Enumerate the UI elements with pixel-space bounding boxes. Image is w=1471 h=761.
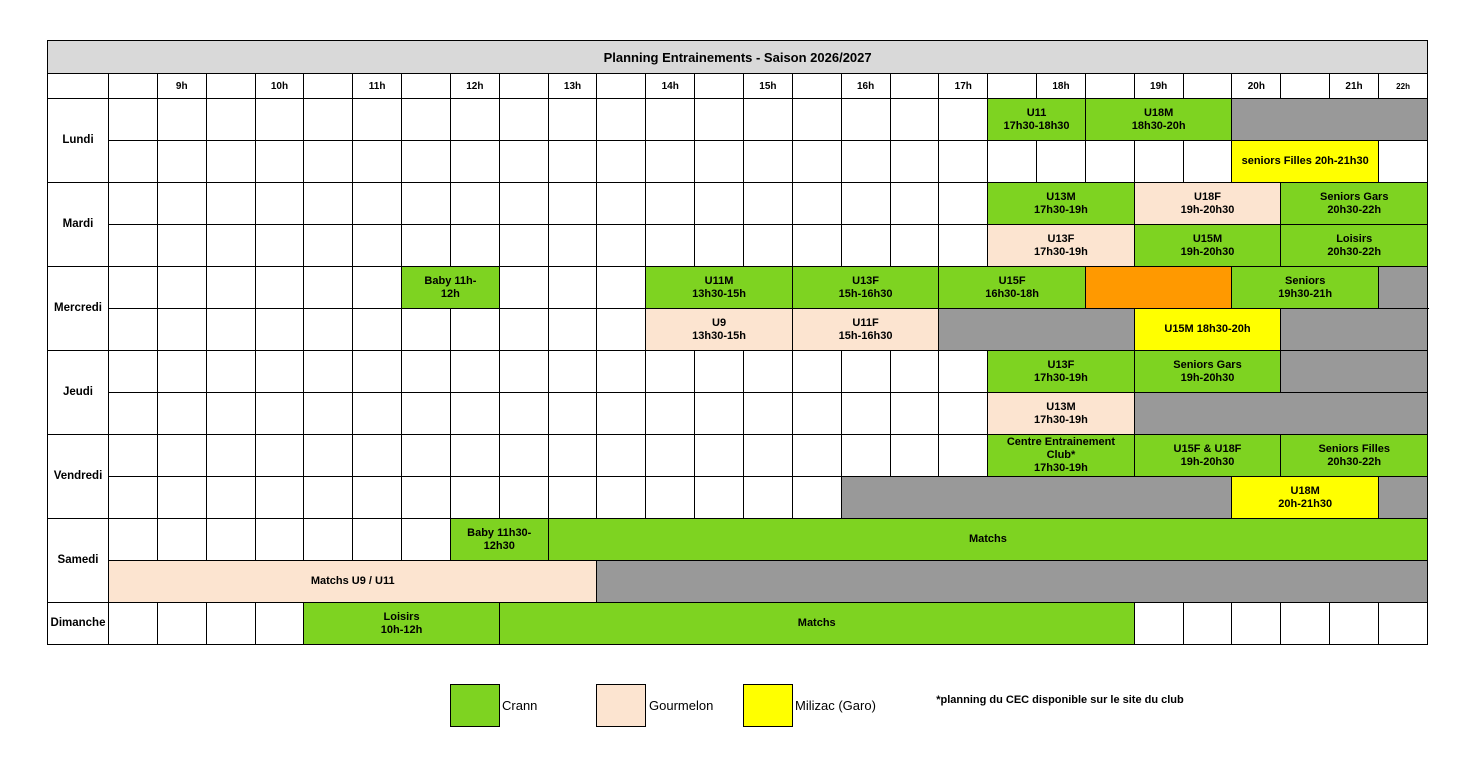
legend-label-gourmelon: Gourmelon	[649, 698, 714, 713]
empty-slot	[206, 351, 255, 393]
empty-slot	[792, 435, 841, 477]
empty-slot	[792, 183, 841, 225]
empty-slot	[743, 225, 792, 267]
unavailable-slot	[1281, 309, 1428, 351]
empty-slot	[695, 141, 744, 183]
empty-slot	[402, 309, 451, 351]
training-session: U18M 20h-21h30	[1232, 477, 1379, 519]
empty-slot	[353, 435, 402, 477]
empty-slot	[499, 351, 548, 393]
empty-slot	[841, 99, 890, 141]
hour-header	[109, 74, 158, 99]
training-session: U11M 13h30-15h	[646, 267, 793, 309]
day-row	[48, 141, 1428, 183]
legend-swatch-crann	[450, 684, 500, 727]
empty-slot	[109, 603, 158, 645]
empty-slot	[353, 267, 402, 309]
training-session: Seniors Gars 19h-20h30	[1134, 351, 1281, 393]
empty-slot	[109, 519, 158, 561]
empty-slot	[792, 351, 841, 393]
empty-slot	[402, 99, 451, 141]
empty-slot	[109, 309, 158, 351]
hour-header: 21h	[1330, 74, 1379, 99]
empty-slot	[499, 393, 548, 435]
page-title: Planning Entrainements - Saison 2026/2027	[48, 41, 1428, 74]
empty-slot	[646, 141, 695, 183]
empty-slot	[255, 267, 304, 309]
hour-header	[499, 74, 548, 99]
empty-slot	[304, 435, 353, 477]
empty-slot	[255, 435, 304, 477]
empty-slot	[939, 141, 988, 183]
hours-header-row	[48, 74, 1428, 99]
empty-slot	[597, 141, 646, 183]
empty-slot	[695, 351, 744, 393]
empty-slot	[402, 225, 451, 267]
empty-slot	[304, 519, 353, 561]
empty-slot	[304, 183, 353, 225]
empty-slot	[548, 225, 597, 267]
empty-slot	[206, 435, 255, 477]
unavailable-slot	[841, 477, 1232, 519]
training-session: U9 13h30-15h	[646, 309, 793, 351]
legend-swatch-milizac	[743, 684, 793, 727]
empty-slot	[402, 393, 451, 435]
empty-slot	[450, 225, 499, 267]
hour-header: 20h	[1232, 74, 1281, 99]
training-session: U18M 18h30-20h	[1085, 99, 1232, 141]
empty-slot	[1085, 141, 1134, 183]
empty-slot	[1232, 603, 1281, 645]
empty-slot	[792, 141, 841, 183]
empty-slot	[646, 393, 695, 435]
day-row	[48, 561, 1428, 603]
empty-slot	[255, 183, 304, 225]
hour-header	[1281, 74, 1330, 99]
empty-slot	[841, 183, 890, 225]
day-row	[48, 351, 1428, 393]
empty-slot	[890, 435, 939, 477]
empty-slot	[548, 267, 597, 309]
training-session: U15M 18h30-20h	[1134, 309, 1281, 351]
empty-slot	[743, 477, 792, 519]
empty-slot	[402, 519, 451, 561]
empty-slot	[841, 393, 890, 435]
empty-slot	[304, 141, 353, 183]
empty-slot	[939, 435, 988, 477]
hour-header: 15h	[743, 74, 792, 99]
empty-slot	[939, 225, 988, 267]
hour-header: 19h	[1134, 74, 1183, 99]
empty-slot	[255, 519, 304, 561]
empty-slot	[206, 183, 255, 225]
day-row	[48, 603, 1428, 645]
empty-slot	[939, 393, 988, 435]
training-session: U13F 15h-16h30	[792, 267, 939, 309]
unavailable-slot	[1281, 351, 1428, 393]
empty-slot	[743, 435, 792, 477]
empty-slot	[109, 141, 158, 183]
empty-slot	[597, 99, 646, 141]
unavailable-slot	[597, 561, 1428, 603]
hour-header: 13h	[548, 74, 597, 99]
empty-slot	[695, 225, 744, 267]
day-label: Vendredi	[48, 435, 109, 519]
empty-slot	[450, 99, 499, 141]
empty-slot	[1330, 603, 1379, 645]
training-session: Baby 11h30- 12h30	[450, 519, 548, 561]
empty-slot	[353, 183, 402, 225]
day-label: Dimanche	[48, 603, 109, 645]
empty-slot	[109, 477, 158, 519]
empty-slot	[499, 267, 548, 309]
empty-slot	[548, 141, 597, 183]
hour-header	[304, 74, 353, 99]
day-row	[48, 393, 1428, 435]
training-session: U11 17h30-18h30	[988, 99, 1086, 141]
empty-slot	[548, 99, 597, 141]
empty-slot	[206, 225, 255, 267]
empty-slot	[597, 225, 646, 267]
hour-header	[1183, 74, 1232, 99]
hour-header: 22h	[1378, 74, 1427, 99]
title-row	[48, 41, 1428, 74]
empty-slot	[890, 141, 939, 183]
empty-slot	[890, 393, 939, 435]
training-session: U15F 16h30-18h	[939, 267, 1086, 309]
empty-slot	[1378, 141, 1427, 183]
hour-header	[792, 74, 841, 99]
day-label: Lundi	[48, 99, 109, 183]
empty-slot	[646, 435, 695, 477]
empty-slot	[597, 183, 646, 225]
unavailable-slot	[1378, 477, 1427, 519]
training-session: U13M 17h30-19h	[988, 393, 1135, 435]
day-row	[48, 519, 1428, 561]
empty-slot	[304, 225, 353, 267]
empty-slot	[499, 141, 548, 183]
empty-slot	[499, 183, 548, 225]
training-session: Loisirs 10h-12h	[304, 603, 499, 645]
hour-header: 12h	[450, 74, 499, 99]
unavailable-slot	[939, 309, 1134, 351]
empty-slot	[157, 141, 206, 183]
training-session: Seniors Filles 20h30-22h	[1281, 435, 1428, 477]
empty-slot	[548, 393, 597, 435]
legend-swatch-gourmelon	[596, 684, 646, 727]
empty-slot	[353, 309, 402, 351]
empty-slot	[1183, 603, 1232, 645]
empty-slot	[792, 225, 841, 267]
hour-header: 10h	[255, 74, 304, 99]
empty-slot	[499, 99, 548, 141]
empty-slot	[402, 351, 451, 393]
empty-slot	[206, 141, 255, 183]
empty-slot	[157, 267, 206, 309]
reserved-slot	[1085, 267, 1232, 309]
empty-slot	[695, 183, 744, 225]
day-label: Jeudi	[48, 351, 109, 435]
empty-slot	[597, 393, 646, 435]
empty-slot	[255, 603, 304, 645]
training-session: Baby 11h- 12h	[402, 267, 500, 309]
empty-slot	[353, 141, 402, 183]
hour-header	[988, 74, 1037, 99]
empty-slot	[255, 351, 304, 393]
empty-slot	[939, 99, 988, 141]
empty-slot	[353, 519, 402, 561]
empty-slot	[499, 477, 548, 519]
empty-slot	[157, 99, 206, 141]
empty-slot	[646, 183, 695, 225]
empty-slot	[841, 435, 890, 477]
day-row	[48, 309, 1428, 351]
hour-header	[402, 74, 451, 99]
empty-slot	[353, 351, 402, 393]
empty-slot	[402, 477, 451, 519]
empty-slot	[743, 141, 792, 183]
empty-slot	[157, 351, 206, 393]
empty-slot	[353, 477, 402, 519]
hour-header	[890, 74, 939, 99]
empty-slot	[499, 309, 548, 351]
empty-slot	[353, 99, 402, 141]
day-row	[48, 99, 1428, 141]
empty-slot	[304, 267, 353, 309]
empty-slot	[988, 141, 1037, 183]
training-session: Seniors Gars 20h30-22h	[1281, 183, 1428, 225]
empty-slot	[548, 477, 597, 519]
empty-slot	[157, 183, 206, 225]
empty-slot	[304, 99, 353, 141]
hour-header: 11h	[353, 74, 402, 99]
empty-slot	[255, 393, 304, 435]
empty-slot	[304, 351, 353, 393]
empty-slot	[597, 309, 646, 351]
empty-slot	[548, 309, 597, 351]
training-session: U13M 17h30-19h	[988, 183, 1135, 225]
training-session: U15M 19h-20h30	[1134, 225, 1281, 267]
empty-slot	[450, 141, 499, 183]
empty-slot	[743, 99, 792, 141]
empty-slot	[890, 225, 939, 267]
training-session: U13F 17h30-19h	[988, 351, 1135, 393]
empty-slot	[157, 435, 206, 477]
empty-slot	[695, 477, 744, 519]
empty-slot	[597, 435, 646, 477]
empty-slot	[255, 141, 304, 183]
day-row	[48, 267, 1428, 309]
training-session: seniors Filles 20h-21h30	[1232, 141, 1379, 183]
empty-slot	[841, 141, 890, 183]
empty-slot	[206, 393, 255, 435]
empty-slot	[109, 99, 158, 141]
day-label: Mardi	[48, 183, 109, 267]
empty-slot	[743, 351, 792, 393]
day-row	[48, 225, 1428, 267]
empty-slot	[304, 477, 353, 519]
empty-slot	[939, 183, 988, 225]
training-session: Matchs	[548, 519, 1428, 561]
empty-slot	[499, 435, 548, 477]
day-label: Samedi	[48, 519, 109, 603]
empty-slot	[743, 393, 792, 435]
empty-slot	[743, 183, 792, 225]
training-session: U11F 15h-16h30	[792, 309, 939, 351]
empty-slot	[597, 351, 646, 393]
empty-slot	[450, 309, 499, 351]
empty-slot	[157, 603, 206, 645]
unavailable-slot	[1378, 267, 1427, 309]
empty-slot	[109, 183, 158, 225]
empty-slot	[841, 351, 890, 393]
empty-slot	[450, 435, 499, 477]
hour-header: 9h	[157, 74, 206, 99]
empty-slot	[353, 393, 402, 435]
empty-slot	[1378, 603, 1427, 645]
training-session: Matchs U9 / U11	[109, 561, 597, 603]
empty-slot	[450, 477, 499, 519]
empty-slot	[1134, 141, 1183, 183]
day-label: Mercredi	[48, 267, 109, 351]
training-session: Seniors 19h30-21h	[1232, 267, 1379, 309]
corner-cell	[48, 74, 109, 99]
day-row	[48, 435, 1428, 477]
empty-slot	[548, 435, 597, 477]
schedule-table	[47, 40, 1428, 645]
empty-slot	[695, 393, 744, 435]
empty-slot	[157, 309, 206, 351]
empty-slot	[206, 99, 255, 141]
hour-header	[597, 74, 646, 99]
empty-slot	[109, 393, 158, 435]
day-row	[48, 477, 1428, 519]
empty-slot	[157, 477, 206, 519]
empty-slot	[206, 519, 255, 561]
empty-slot	[157, 393, 206, 435]
empty-slot	[646, 351, 695, 393]
empty-slot	[1134, 603, 1183, 645]
empty-slot	[597, 477, 646, 519]
empty-slot	[450, 183, 499, 225]
empty-slot	[695, 435, 744, 477]
empty-slot	[402, 141, 451, 183]
empty-slot	[255, 477, 304, 519]
empty-slot	[206, 309, 255, 351]
empty-slot	[206, 603, 255, 645]
empty-slot	[206, 477, 255, 519]
training-session: U13F 17h30-19h	[988, 225, 1135, 267]
empty-slot	[450, 393, 499, 435]
empty-slot	[646, 225, 695, 267]
empty-slot	[304, 309, 353, 351]
hour-header: 16h	[841, 74, 890, 99]
empty-slot	[1037, 141, 1086, 183]
empty-slot	[890, 99, 939, 141]
empty-slot	[646, 477, 695, 519]
empty-slot	[109, 225, 158, 267]
legend-label-milizac: Milizac (Garo)	[795, 698, 876, 713]
empty-slot	[548, 351, 597, 393]
empty-slot	[1183, 141, 1232, 183]
empty-slot	[353, 225, 402, 267]
empty-slot	[499, 225, 548, 267]
empty-slot	[646, 99, 695, 141]
hour-header	[206, 74, 255, 99]
training-session: U18F 19h-20h30	[1134, 183, 1281, 225]
empty-slot	[792, 393, 841, 435]
empty-slot	[109, 435, 158, 477]
empty-slot	[157, 225, 206, 267]
empty-slot	[890, 351, 939, 393]
empty-slot	[157, 519, 206, 561]
empty-slot	[206, 267, 255, 309]
hour-header: 18h	[1037, 74, 1086, 99]
unavailable-slot	[1134, 393, 1427, 435]
empty-slot	[450, 351, 499, 393]
empty-slot	[792, 477, 841, 519]
empty-slot	[841, 225, 890, 267]
empty-slot	[402, 435, 451, 477]
empty-slot	[597, 267, 646, 309]
unavailable-slot	[1232, 99, 1428, 141]
empty-slot	[255, 309, 304, 351]
hour-header: 14h	[646, 74, 695, 99]
empty-slot	[695, 99, 744, 141]
empty-slot	[109, 351, 158, 393]
hour-header: 17h	[939, 74, 988, 99]
training-session: Loisirs 20h30-22h	[1281, 225, 1428, 267]
empty-slot	[1281, 603, 1330, 645]
empty-slot	[109, 267, 158, 309]
empty-slot	[792, 99, 841, 141]
training-session: Matchs	[499, 603, 1134, 645]
training-session: Centre Entrainement Club* 17h30-19h	[988, 435, 1135, 477]
footnote: *planning du CEC disponible sur le site du club	[936, 694, 1184, 706]
empty-slot	[255, 225, 304, 267]
day-row	[48, 183, 1428, 225]
empty-slot	[939, 351, 988, 393]
training-session: U15F & U18F 19h-20h30	[1134, 435, 1281, 477]
legend-label-crann: Crann	[502, 698, 538, 713]
hour-header	[695, 74, 744, 99]
empty-slot	[304, 393, 353, 435]
empty-slot	[402, 183, 451, 225]
empty-slot	[548, 183, 597, 225]
empty-slot	[890, 183, 939, 225]
empty-slot	[255, 99, 304, 141]
hour-header	[1085, 74, 1134, 99]
